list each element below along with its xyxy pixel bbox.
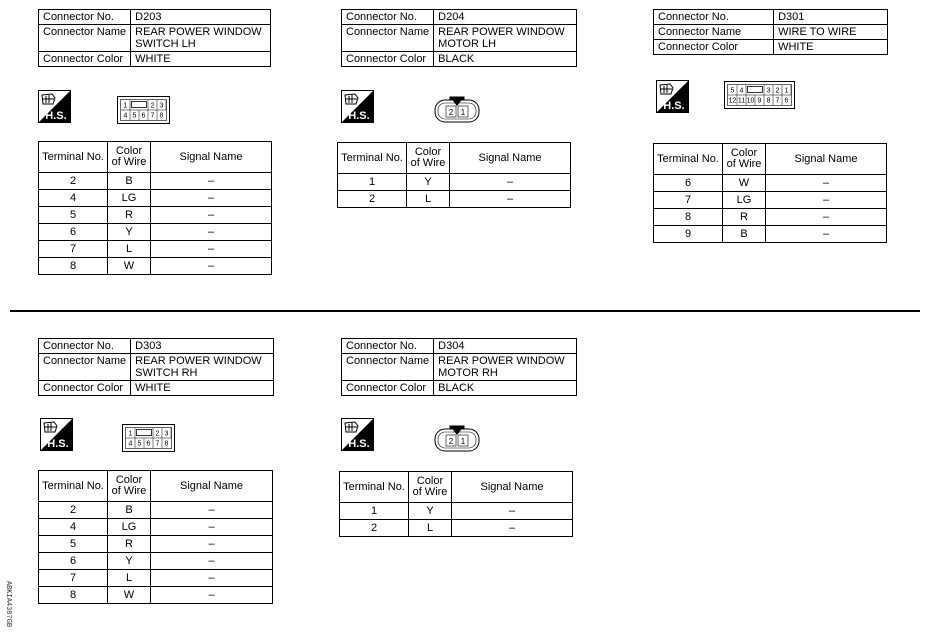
wire-color-header: Color of Wire bbox=[409, 472, 452, 503]
wire-color-cell: W bbox=[723, 175, 766, 192]
terminal-no-cell: 6 bbox=[654, 175, 723, 192]
pin-number: 6 bbox=[141, 112, 146, 120]
table-row bbox=[338, 174, 571, 191]
terminal-table-wrap bbox=[653, 143, 887, 243]
wire-color-cell: LG bbox=[108, 190, 151, 207]
signal-name-cell: – bbox=[151, 207, 272, 224]
wire-color-header: Color of Wire bbox=[108, 471, 151, 502]
terminal-table-d203 bbox=[38, 141, 272, 275]
connector-no-label: Connector No. bbox=[654, 10, 774, 25]
hs-label: H.S. bbox=[348, 438, 370, 450]
pin-number: 10 bbox=[746, 97, 755, 105]
pin-number: 7 bbox=[150, 112, 155, 120]
wire-color-header: Color of Wire bbox=[723, 144, 766, 175]
pin-number: 8 bbox=[159, 112, 164, 120]
terminal-no-cell: 7 bbox=[39, 570, 108, 587]
connector-info-table bbox=[341, 338, 577, 396]
signal-name-cell: – bbox=[151, 258, 272, 275]
connector-name-label: Connector Name bbox=[39, 354, 131, 381]
terminal-no-cell: 4 bbox=[39, 519, 108, 536]
table-row bbox=[340, 503, 573, 520]
signal-name-cell: – bbox=[151, 553, 273, 570]
pin-number: 9 bbox=[757, 97, 762, 105]
terminal-no-cell: 2 bbox=[39, 173, 108, 190]
connector-name-value: REAR POWER WINDOW SWITCH RH bbox=[131, 354, 274, 381]
table-row bbox=[654, 209, 887, 226]
harness-side-icon bbox=[656, 80, 689, 113]
terminal-no-cell: 4 bbox=[39, 190, 108, 207]
table-row bbox=[338, 191, 571, 208]
table-row bbox=[39, 224, 272, 241]
terminal-no-cell: 6 bbox=[39, 224, 108, 241]
signal-name-cell: – bbox=[450, 191, 571, 208]
connector-no-label: Connector No. bbox=[342, 10, 434, 25]
pin-number: 1 bbox=[460, 108, 466, 117]
signal-name-cell: – bbox=[452, 520, 573, 537]
hs-label: H.S. bbox=[47, 438, 69, 450]
terminal-no-cell: 9 bbox=[654, 226, 723, 243]
wire-color-cell: L bbox=[409, 520, 452, 537]
connector-face-d204 bbox=[434, 94, 480, 129]
signal-name-cell: – bbox=[151, 190, 272, 207]
terminal-no-cell: 7 bbox=[654, 192, 723, 209]
pin-number: 1 bbox=[460, 437, 466, 446]
hs-label: H.S. bbox=[348, 110, 370, 122]
wire-color-cell: B bbox=[723, 226, 766, 243]
signal-name-cell: – bbox=[151, 502, 273, 519]
terminal-table-wrap bbox=[38, 141, 272, 275]
connector-no-value: D303 bbox=[131, 339, 274, 354]
pin-number: 3 bbox=[159, 102, 164, 110]
terminal-table-d204 bbox=[337, 142, 571, 208]
signal-name-cell: – bbox=[151, 241, 272, 258]
pin-number: 1 bbox=[784, 87, 789, 95]
wire-color-cell: L bbox=[108, 570, 151, 587]
terminal-no-cell: 5 bbox=[39, 207, 108, 224]
connector-name-value: REAR POWER WINDOW MOTOR RH bbox=[434, 354, 577, 381]
harness-side-icon bbox=[341, 90, 374, 123]
wire-color-cell: L bbox=[108, 241, 151, 258]
pin-number: 3 bbox=[164, 430, 169, 438]
table-row bbox=[39, 570, 273, 587]
wire-color-cell: R bbox=[108, 207, 151, 224]
wire-color-cell: Y bbox=[108, 553, 151, 570]
wire-color-cell: W bbox=[108, 587, 151, 604]
table-row bbox=[654, 192, 887, 209]
signal-name-header: Signal Name bbox=[766, 144, 887, 175]
pin-number: 6 bbox=[146, 440, 151, 448]
table-row bbox=[39, 519, 273, 536]
terminal-no-cell: 2 bbox=[340, 520, 409, 537]
wire-color-cell: W bbox=[108, 258, 151, 275]
connector-color-value: WHITE bbox=[774, 40, 888, 55]
connector-name-label: Connector Name bbox=[342, 25, 434, 52]
connector-name-label: Connector Name bbox=[39, 25, 131, 52]
connector-d303 bbox=[38, 338, 274, 396]
table-row bbox=[654, 175, 887, 192]
pin-number: 12 bbox=[728, 97, 737, 105]
pin-number: 2 bbox=[448, 108, 454, 117]
signal-name-cell: – bbox=[151, 519, 273, 536]
terminal-no-header: Terminal No. bbox=[39, 142, 108, 173]
terminal-no-cell: 8 bbox=[654, 209, 723, 226]
wire-color-cell: Y bbox=[409, 503, 452, 520]
terminal-table-wrap bbox=[38, 470, 273, 604]
pin-number: 4 bbox=[128, 440, 133, 448]
wire-color-cell: LG bbox=[723, 192, 766, 209]
connector-no-value: D203 bbox=[131, 10, 271, 25]
wire-color-cell: LG bbox=[108, 519, 151, 536]
terminal-no-cell: 8 bbox=[39, 587, 108, 604]
pin-number: 3 bbox=[766, 87, 771, 95]
pin-number: 1 bbox=[128, 430, 133, 438]
pin-number: 2 bbox=[448, 437, 454, 446]
wire-color-cell: B bbox=[108, 173, 151, 190]
terminal-no-header: Terminal No. bbox=[654, 144, 723, 175]
wire-color-cell: Y bbox=[108, 224, 151, 241]
terminal-no-cell: 1 bbox=[338, 174, 407, 191]
connector-color-value: BLACK bbox=[434, 52, 577, 67]
connector-color-label: Connector Color bbox=[39, 381, 131, 396]
signal-name-cell: – bbox=[151, 536, 273, 553]
wire-color-cell: R bbox=[723, 209, 766, 226]
signal-name-cell: – bbox=[151, 224, 272, 241]
pin-number: 5 bbox=[132, 112, 137, 120]
terminal-no-header: Terminal No. bbox=[39, 471, 108, 502]
connector-name-value: WIRE TO WIRE bbox=[774, 25, 888, 40]
signal-name-header: Signal Name bbox=[151, 471, 273, 502]
terminal-table-d304 bbox=[339, 471, 573, 537]
pin-number: 1 bbox=[123, 102, 128, 110]
terminal-table-d303 bbox=[38, 470, 273, 604]
signal-name-cell: – bbox=[452, 503, 573, 520]
wire-color-header: Color of Wire bbox=[407, 143, 450, 174]
table-row bbox=[340, 520, 573, 537]
connector-d304 bbox=[341, 338, 577, 396]
connector-lock bbox=[748, 87, 763, 93]
terminal-no-cell: 8 bbox=[39, 258, 108, 275]
table-row bbox=[39, 241, 272, 258]
pin-number: 8 bbox=[164, 440, 169, 448]
connector-face-d304 bbox=[434, 423, 480, 458]
connector-d301 bbox=[653, 9, 888, 55]
pin-number: 11 bbox=[737, 97, 746, 105]
connector-color-value: WHITE bbox=[131, 52, 271, 67]
signal-name-header: Signal Name bbox=[151, 142, 272, 173]
connector-name-value: REAR POWER WINDOW MOTOR LH bbox=[434, 25, 577, 52]
pin-number: 2 bbox=[775, 87, 780, 95]
connector-no-value: D301 bbox=[774, 10, 888, 25]
wire-color-cell: B bbox=[108, 502, 151, 519]
hs-label: H.S. bbox=[45, 110, 67, 122]
connector-color-value: WHITE bbox=[131, 381, 274, 396]
signal-name-cell: – bbox=[151, 587, 273, 604]
connector-info-table bbox=[653, 9, 888, 55]
connector-color-label: Connector Color bbox=[342, 381, 434, 396]
hs-label: H.S. bbox=[663, 100, 685, 112]
connector-name-label: Connector Name bbox=[654, 25, 774, 40]
terminal-no-cell: 7 bbox=[39, 241, 108, 258]
connector-no-value: D304 bbox=[434, 339, 577, 354]
section-divider bbox=[10, 310, 920, 312]
connector-color-label: Connector Color bbox=[654, 40, 774, 55]
connector-face-d203 bbox=[117, 96, 170, 129]
signal-name-header: Signal Name bbox=[452, 472, 573, 503]
table-row bbox=[39, 207, 272, 224]
signal-name-cell: – bbox=[151, 570, 273, 587]
signal-name-cell: – bbox=[151, 173, 272, 190]
connector-name-value: REAR POWER WINDOW SWITCH LH bbox=[131, 25, 271, 52]
wire-color-cell: R bbox=[108, 536, 151, 553]
connector-color-label: Connector Color bbox=[342, 52, 434, 67]
terminal-no-cell: 6 bbox=[39, 553, 108, 570]
signal-name-cell: – bbox=[766, 192, 887, 209]
connector-info-table bbox=[38, 338, 274, 396]
harness-side-icon bbox=[40, 418, 73, 451]
pin-number: 4 bbox=[123, 112, 128, 120]
table-row bbox=[39, 258, 272, 275]
harness-side-icon bbox=[341, 418, 374, 451]
pin-number: 5 bbox=[730, 87, 735, 95]
pin-number: 5 bbox=[137, 440, 142, 448]
connector-no-value: D204 bbox=[434, 10, 577, 25]
pin-number: 2 bbox=[150, 102, 155, 110]
signal-name-cell: – bbox=[766, 175, 887, 192]
pin-number: 8 bbox=[766, 97, 771, 105]
table-row bbox=[39, 536, 273, 553]
signal-name-cell: – bbox=[766, 226, 887, 243]
signal-name-cell: – bbox=[766, 209, 887, 226]
connector-lock bbox=[137, 430, 152, 436]
pin-number: 4 bbox=[739, 87, 744, 95]
wire-color-header: Color of Wire bbox=[108, 142, 151, 173]
terminal-no-header: Terminal No. bbox=[338, 143, 407, 174]
figure-code-text: ABKIA4387GB bbox=[4, 580, 13, 628]
connector-no-label: Connector No. bbox=[39, 339, 131, 354]
terminal-no-cell: 2 bbox=[39, 502, 108, 519]
table-row bbox=[39, 587, 273, 604]
terminal-no-cell: 5 bbox=[39, 536, 108, 553]
table-row bbox=[39, 190, 272, 207]
wire-color-cell: Y bbox=[407, 174, 450, 191]
figure-code bbox=[3, 580, 13, 632]
connector-d204 bbox=[341, 9, 577, 67]
connector-d203 bbox=[38, 9, 271, 67]
terminal-table-wrap bbox=[337, 142, 571, 208]
wire-color-cell: L bbox=[407, 191, 450, 208]
connector-color-label: Connector Color bbox=[39, 52, 131, 67]
terminal-no-cell: 1 bbox=[340, 503, 409, 520]
connector-info-table bbox=[38, 9, 271, 67]
table-row bbox=[39, 553, 273, 570]
signal-name-header: Signal Name bbox=[450, 143, 571, 174]
terminal-no-header: Terminal No. bbox=[340, 472, 409, 503]
signal-name-cell: – bbox=[450, 174, 571, 191]
connector-face-d301 bbox=[724, 81, 795, 114]
pin-number: 2 bbox=[155, 430, 160, 438]
connector-no-label: Connector No. bbox=[342, 339, 434, 354]
connector-face-d303 bbox=[122, 424, 175, 457]
terminal-table-wrap bbox=[339, 471, 573, 537]
harness-side-icon bbox=[38, 90, 71, 123]
connector-lock bbox=[132, 102, 147, 108]
connector-color-value: BLACK bbox=[434, 381, 577, 396]
table-row bbox=[39, 502, 273, 519]
table-row bbox=[654, 226, 887, 243]
table-row bbox=[39, 173, 272, 190]
pin-number: 7 bbox=[155, 440, 160, 448]
terminal-no-cell: 2 bbox=[338, 191, 407, 208]
terminal-table-d301 bbox=[653, 143, 887, 243]
connector-no-label: Connector No. bbox=[39, 10, 131, 25]
pin-number: 7 bbox=[775, 97, 780, 105]
pin-number: 6 bbox=[784, 97, 789, 105]
connector-name-label: Connector Name bbox=[342, 354, 434, 381]
connector-info-table bbox=[341, 9, 577, 67]
